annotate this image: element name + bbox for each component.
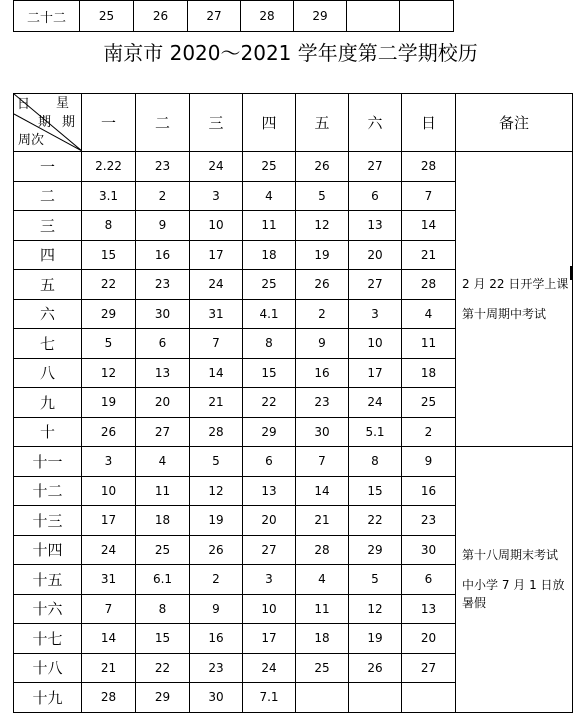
day-cell: 4 bbox=[402, 299, 456, 329]
header-row bbox=[14, 94, 573, 152]
day-cell: 29 bbox=[136, 683, 190, 713]
day-cell: 21 bbox=[82, 653, 136, 683]
week-label: 十九 bbox=[14, 683, 82, 713]
header-day-mon: 一 bbox=[82, 94, 136, 152]
day-cell: 17 bbox=[190, 240, 243, 270]
week-label: 一 bbox=[14, 152, 82, 182]
day-cell: 27 bbox=[243, 535, 296, 565]
day-cell: 9 bbox=[136, 211, 190, 241]
day-cell: 13 bbox=[243, 476, 296, 506]
day-cell: 25 bbox=[243, 152, 296, 182]
day-cell: 19 bbox=[190, 506, 243, 536]
day-cell: 27 bbox=[349, 152, 402, 182]
day-cell: 23 bbox=[296, 388, 349, 418]
day-cell: 19 bbox=[296, 240, 349, 270]
day-cell: 14 bbox=[296, 476, 349, 506]
day-cell: 24 bbox=[190, 152, 243, 182]
day-cell: 13 bbox=[402, 594, 456, 624]
day-cell: 7 bbox=[82, 594, 136, 624]
day-cell: 3 bbox=[190, 181, 243, 211]
day-cell: 16 bbox=[190, 624, 243, 654]
day-cell: 24 bbox=[190, 270, 243, 300]
day-cell: 16 bbox=[296, 358, 349, 388]
week-label: 十二 bbox=[14, 476, 82, 506]
day-cell: 11 bbox=[243, 211, 296, 241]
day-cell: 26 bbox=[349, 653, 402, 683]
day-cell: 25 bbox=[296, 653, 349, 683]
day-cell: 3 bbox=[82, 447, 136, 477]
day-cell: 11 bbox=[136, 476, 190, 506]
week-label: 二 bbox=[14, 181, 82, 211]
day-cell: 7 bbox=[402, 181, 456, 211]
day-cell: 27 bbox=[136, 417, 190, 447]
day-cell: 20 bbox=[136, 388, 190, 418]
day-cell: 17 bbox=[349, 358, 402, 388]
day-cell: 15 bbox=[243, 358, 296, 388]
week-label: 四 bbox=[14, 240, 82, 270]
day-cell: 4 bbox=[243, 181, 296, 211]
day-cell: 20 bbox=[243, 506, 296, 536]
day-cell: 28 bbox=[82, 683, 136, 713]
day-cell: 29 bbox=[349, 535, 402, 565]
day-cell: 28 bbox=[241, 1, 294, 32]
day-cell: 10 bbox=[243, 594, 296, 624]
day-cell: 15 bbox=[82, 240, 136, 270]
day-cell: 26 bbox=[296, 152, 349, 182]
corner-label-zhouci: 周次 bbox=[18, 133, 45, 148]
day-cell: 7 bbox=[190, 329, 243, 359]
day-cell: 12 bbox=[296, 211, 349, 241]
week-label: 十 bbox=[14, 417, 82, 447]
note-line: 中小学 7 月 1 日放暑假 bbox=[462, 578, 565, 611]
day-cell: 31 bbox=[190, 299, 243, 329]
week-label: 十一 bbox=[14, 447, 82, 477]
day-cell: 28 bbox=[296, 535, 349, 565]
day-cell: 29 bbox=[82, 299, 136, 329]
corner-label-qi: 期 bbox=[62, 115, 76, 130]
week-label: 八 bbox=[14, 358, 82, 388]
page-title: 南京市 2020～2021 学年度第二学期校历 bbox=[103, 41, 478, 65]
previous-semester-row bbox=[13, 0, 454, 32]
week-label: 十三 bbox=[14, 506, 82, 536]
day-cell: 8 bbox=[243, 329, 296, 359]
week-label: 十四 bbox=[14, 535, 82, 565]
day-cell bbox=[347, 1, 400, 32]
table-row bbox=[14, 1, 454, 32]
day-cell: 4 bbox=[296, 565, 349, 595]
day-cell: 23 bbox=[136, 270, 190, 300]
day-cell: 22 bbox=[243, 388, 296, 418]
week-label: 十八 bbox=[14, 653, 82, 683]
day-cell: 8 bbox=[82, 211, 136, 241]
day-cell: 9 bbox=[190, 594, 243, 624]
day-cell: 15 bbox=[136, 624, 190, 654]
day-cell: 8 bbox=[136, 594, 190, 624]
day-cell: 28 bbox=[402, 152, 456, 182]
header-day-wed: 三 bbox=[190, 94, 243, 152]
week-label: 十六 bbox=[14, 594, 82, 624]
header-day-thu: 四 bbox=[243, 94, 296, 152]
note-line: 第十周期中考试 bbox=[462, 307, 547, 321]
day-cell: 5 bbox=[82, 329, 136, 359]
day-cell: 30 bbox=[190, 683, 243, 713]
day-cell: 5 bbox=[190, 447, 243, 477]
day-cell: 24 bbox=[243, 653, 296, 683]
day-cell: 6 bbox=[243, 447, 296, 477]
day-cell: 2.22 bbox=[82, 152, 136, 182]
day-cell: 14 bbox=[190, 358, 243, 388]
day-cell: 5.1 bbox=[349, 417, 402, 447]
week-label: 二十二 bbox=[14, 1, 80, 32]
day-cell: 26 bbox=[82, 417, 136, 447]
day-cell bbox=[349, 683, 402, 713]
day-cell: 30 bbox=[296, 417, 349, 447]
day-cell: 25 bbox=[136, 535, 190, 565]
day-cell: 12 bbox=[349, 594, 402, 624]
week-label: 三 bbox=[14, 211, 82, 241]
header-corner-cell bbox=[14, 94, 82, 152]
day-cell: 21 bbox=[402, 240, 456, 270]
day-cell: 3.1 bbox=[82, 181, 136, 211]
day-cell: 3 bbox=[349, 299, 402, 329]
notes-cell bbox=[456, 152, 573, 447]
day-cell: 20 bbox=[349, 240, 402, 270]
day-cell: 6 bbox=[402, 565, 456, 595]
day-cell: 8 bbox=[349, 447, 402, 477]
day-cell bbox=[296, 683, 349, 713]
day-cell: 6.1 bbox=[136, 565, 190, 595]
day-cell: 27 bbox=[349, 270, 402, 300]
day-cell: 18 bbox=[296, 624, 349, 654]
day-cell: 14 bbox=[402, 211, 456, 241]
header-day-tue: 二 bbox=[136, 94, 190, 152]
day-cell: 23 bbox=[136, 152, 190, 182]
day-cell: 23 bbox=[190, 653, 243, 683]
day-cell: 2 bbox=[402, 417, 456, 447]
day-cell: 20 bbox=[402, 624, 456, 654]
day-cell: 18 bbox=[243, 240, 296, 270]
day-cell: 24 bbox=[349, 388, 402, 418]
notes-cell bbox=[456, 447, 573, 713]
day-cell bbox=[402, 683, 456, 713]
day-cell: 27 bbox=[402, 653, 456, 683]
day-cell: 28 bbox=[190, 417, 243, 447]
day-cell: 26 bbox=[296, 270, 349, 300]
day-cell: 9 bbox=[296, 329, 349, 359]
day-cell: 31 bbox=[82, 565, 136, 595]
day-cell: 13 bbox=[136, 358, 190, 388]
day-cell: 5 bbox=[296, 181, 349, 211]
day-cell: 25 bbox=[243, 270, 296, 300]
note-line: 2 月 22 日开学上课 bbox=[462, 277, 569, 291]
day-cell: 16 bbox=[136, 240, 190, 270]
day-cell: 22 bbox=[82, 270, 136, 300]
note-line: 第十八周期末考试 bbox=[462, 548, 559, 563]
day-cell: 19 bbox=[349, 624, 402, 654]
day-cell: 2 bbox=[190, 565, 243, 595]
day-cell bbox=[400, 1, 454, 32]
day-cell: 11 bbox=[402, 329, 456, 359]
day-cell: 17 bbox=[243, 624, 296, 654]
day-cell: 4 bbox=[136, 447, 190, 477]
header-day-fri: 五 bbox=[296, 94, 349, 152]
day-cell: 23 bbox=[402, 506, 456, 536]
day-cell: 22 bbox=[349, 506, 402, 536]
day-cell: 30 bbox=[402, 535, 456, 565]
day-cell: 19 bbox=[82, 388, 136, 418]
day-cell: 26 bbox=[134, 1, 188, 32]
week-label: 五 bbox=[14, 270, 82, 300]
day-cell: 18 bbox=[402, 358, 456, 388]
day-cell: 18 bbox=[136, 506, 190, 536]
day-cell: 6 bbox=[349, 181, 402, 211]
table-row bbox=[14, 447, 573, 477]
corner-label-star: 星 bbox=[56, 96, 70, 111]
day-cell: 25 bbox=[402, 388, 456, 418]
corner-label-period: 期 bbox=[38, 115, 52, 130]
day-cell: 2 bbox=[136, 181, 190, 211]
day-cell: 29 bbox=[243, 417, 296, 447]
week-label: 十七 bbox=[14, 624, 82, 654]
day-cell: 21 bbox=[296, 506, 349, 536]
day-cell: 2 bbox=[296, 299, 349, 329]
day-cell: 7 bbox=[296, 447, 349, 477]
day-cell: 13 bbox=[349, 211, 402, 241]
school-calendar-table bbox=[13, 93, 573, 713]
day-cell: 5 bbox=[349, 565, 402, 595]
day-cell: 16 bbox=[402, 476, 456, 506]
week-label: 十五 bbox=[14, 565, 82, 595]
day-cell: 24 bbox=[82, 535, 136, 565]
day-cell: 15 bbox=[349, 476, 402, 506]
header-day-sun: 日 bbox=[402, 94, 456, 152]
day-cell: 26 bbox=[190, 535, 243, 565]
day-cell: 11 bbox=[296, 594, 349, 624]
table-row bbox=[14, 152, 573, 182]
day-cell: 17 bbox=[82, 506, 136, 536]
day-cell: 6 bbox=[136, 329, 190, 359]
day-cell: 10 bbox=[190, 211, 243, 241]
cursor-marker bbox=[570, 266, 573, 280]
corner-label-ri: 日 bbox=[17, 97, 31, 112]
day-cell: 29 bbox=[294, 1, 347, 32]
day-cell: 27 bbox=[188, 1, 241, 32]
day-cell: 7.1 bbox=[243, 683, 296, 713]
header-day-sat: 六 bbox=[349, 94, 402, 152]
day-cell: 10 bbox=[82, 476, 136, 506]
week-label: 七 bbox=[14, 329, 82, 359]
day-cell: 14 bbox=[82, 624, 136, 654]
day-cell: 28 bbox=[402, 270, 456, 300]
week-label: 九 bbox=[14, 388, 82, 418]
day-cell: 12 bbox=[82, 358, 136, 388]
day-cell: 25 bbox=[80, 1, 134, 32]
day-cell: 3 bbox=[243, 565, 296, 595]
header-notes: 备注 bbox=[456, 94, 573, 152]
day-cell: 12 bbox=[190, 476, 243, 506]
day-cell: 9 bbox=[402, 447, 456, 477]
day-cell: 21 bbox=[190, 388, 243, 418]
week-label: 六 bbox=[14, 299, 82, 329]
day-cell: 30 bbox=[136, 299, 190, 329]
day-cell: 4.1 bbox=[243, 299, 296, 329]
day-cell: 22 bbox=[136, 653, 190, 683]
day-cell: 10 bbox=[349, 329, 402, 359]
